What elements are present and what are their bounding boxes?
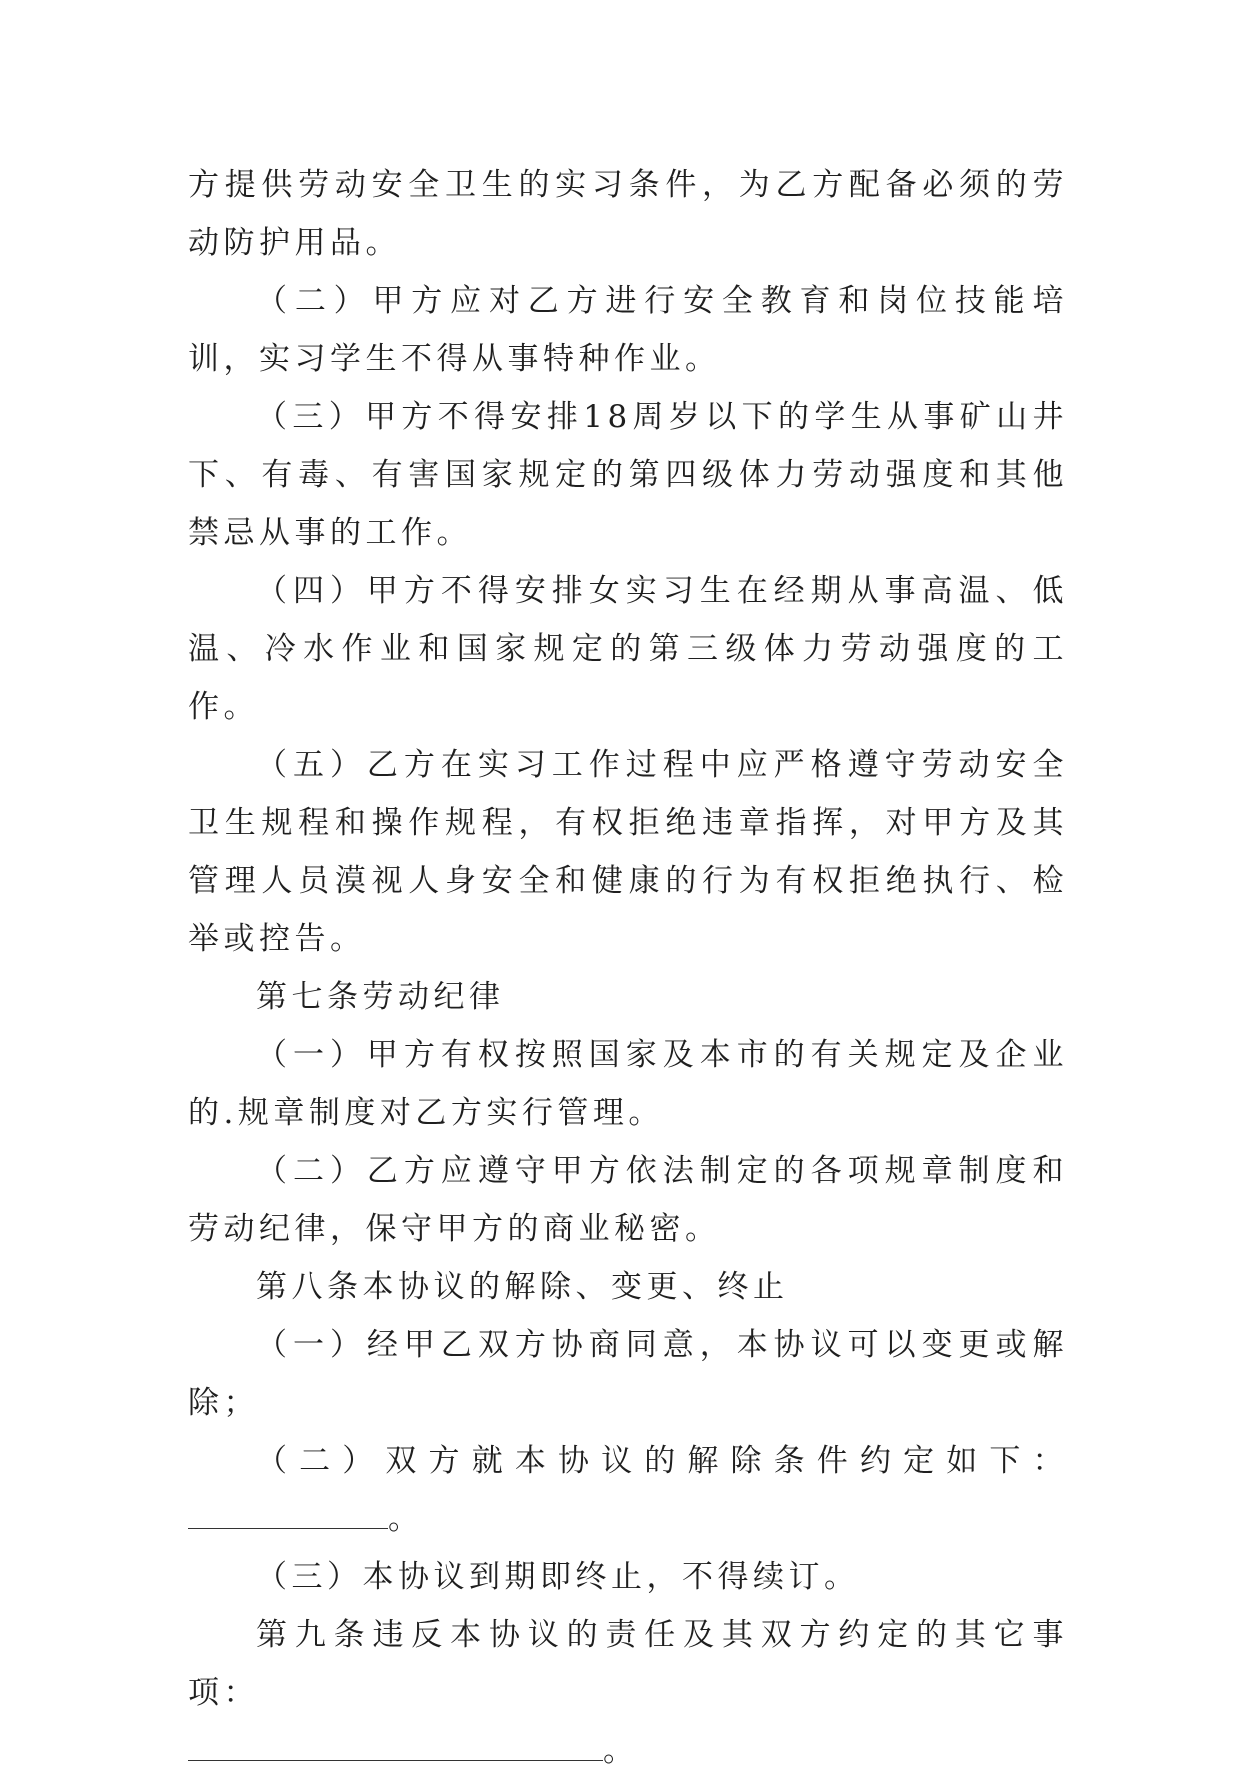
paragraph-expiry: （三）本协议到期即终止，不得续订。 [256,1559,860,1595]
heading-article-8: 第八条本协议的解除、变更、终止 [256,1269,789,1305]
paragraph-termination-conditions: （二）双方就本协议的解除条件约定如下： [256,1443,1068,1479]
paragraph-female-restrictions: （四）甲方不得安排女实习生在经期从事高温、低温、冷水作业和国家规定的第三级体力劳动强度的工作。 [188,573,1068,725]
paragraph-mutual-change: （一）经甲乙双方协商同意，本协议可以变更或解除； [188,1327,1068,1421]
heading-article-7: 第七条劳动纪律 [256,979,505,1015]
blank-termination-line [188,1490,1068,1548]
heading-article-9: 第九条违反本协议的责任及其双方约定的其它事项： [188,1617,1068,1711]
paragraph-safety-conditions: 方提供劳动安全卫生的实习条件，为乙方配备必须的劳动防护用品。 [188,167,1068,261]
paragraph-safety-rights: （五）乙方在实习工作过程中应严格遵守劳动安全卫生规程和操作规程，有权拒绝违章指挥，对甲方及其管理人员漠视人身安全和健康的行为有权拒绝执行、检举或控告。 [188,747,1068,957]
fill-in-blank[interactable] [188,1498,388,1529]
paragraph-discipline: （二）乙方应遵守甲方依法制定的各项规章制度和劳动纪律，保守甲方的商业秘密。 [188,1153,1068,1247]
document-body [188,156,1068,1780]
fill-in-blank[interactable] [188,1730,603,1761]
paragraph-safety-training: （二）甲方应对乙方进行安全教育和岗位技能培训，实习学生不得从事特种作业。 [188,283,1068,377]
blank-end-mark: 。 [388,1501,424,1537]
paragraph-minor-restrictions: （三）甲方不得安排18周岁以下的学生从事矿山井下、有毒、有害国家规定的第四级体力劳动强度和其他禁忌从事的工作。 [188,399,1068,551]
blank-end-mark: 。 [603,1733,639,1769]
paragraph-management-rights: （一）甲方有权按照国家及本市的有关规定及企业的.规章制度对乙方实行管理。 [188,1037,1068,1131]
blank-liability-line [188,1722,1068,1780]
